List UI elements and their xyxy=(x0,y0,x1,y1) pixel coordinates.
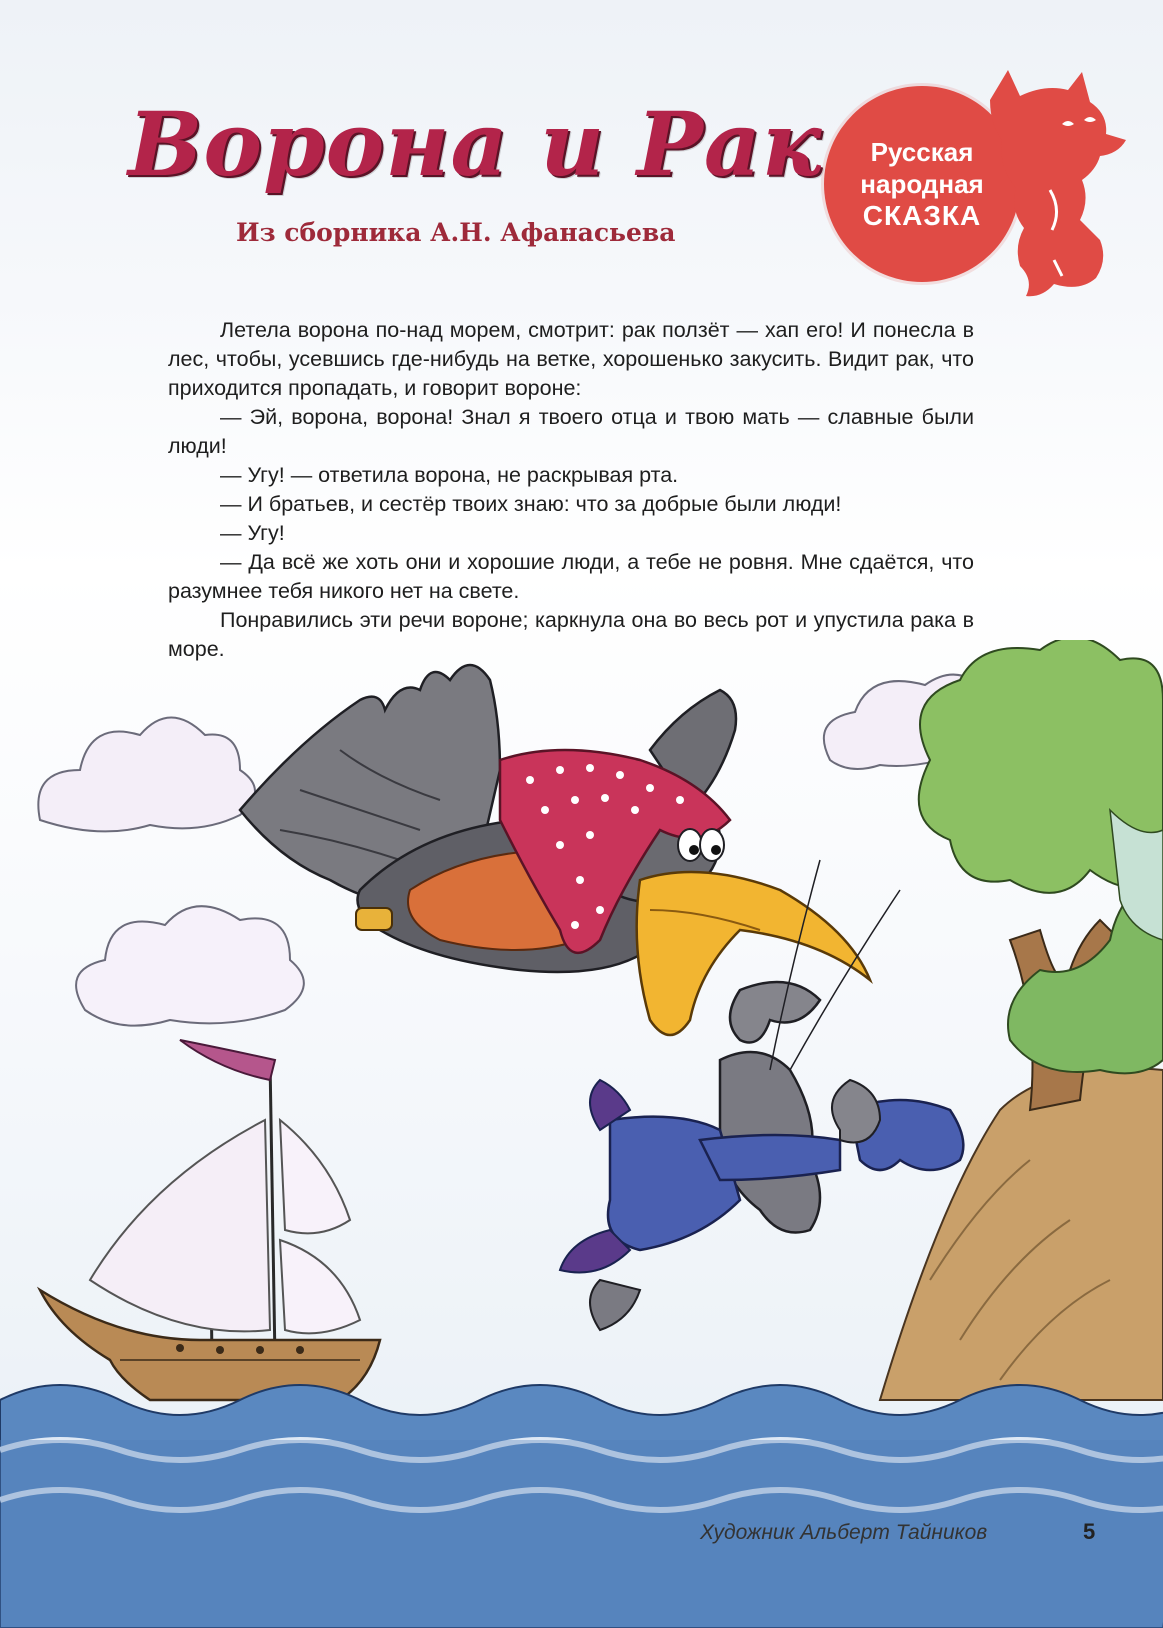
badge-line-3: СКАЗКА xyxy=(862,200,982,231)
illustration xyxy=(0,640,1163,1628)
story-paragraph: — Угу! — ответила ворона, не раскрывая рта. xyxy=(220,463,679,487)
story-text xyxy=(168,316,974,664)
cloud-icon xyxy=(76,906,304,1025)
page-subtitle: Из сборника А.Н. Афанасьева xyxy=(236,218,676,247)
crow-illustration xyxy=(240,665,870,1035)
sea xyxy=(0,1385,1163,1628)
story-paragraph: — И братьев, и сестёр твоих знаю: что за добрые были люди! xyxy=(220,492,842,516)
story-paragraph: — Эй, ворона, ворона! Знал я твоего отца и твою мать — славные были люди! xyxy=(168,405,974,458)
badge-line-1: Русская xyxy=(870,137,974,167)
story-paragraph: Понравились эти речи вороне; каркнула она во весь рот и упустила рака в море. xyxy=(168,608,974,661)
story-paragraph: — Угу! xyxy=(220,521,285,545)
ship-illustration xyxy=(40,1040,380,1400)
story-paragraph: — Да всё же хоть они и хорошие люди, а тебе не ровня. Мне сдаётся, что разумнее тебя никого нет на свете. xyxy=(168,550,974,603)
page-number: 5 xyxy=(1083,1519,1096,1544)
story-paragraph: Летела ворона по-над морем, смотрит: рак ползёт — хап его! И понесла в лес, чтобы, усевшись где-нибудь на ветке, хорошенько закусить. Видит рак, что приходится пропадать, и говорит вороне: xyxy=(168,318,974,400)
page-title: Ворона и Рак xyxy=(128,92,823,196)
cloud-icon xyxy=(38,718,255,832)
illustrator-credit: Художник Альберт Тайников xyxy=(700,1521,988,1544)
badge-line-2: народная xyxy=(860,169,984,199)
